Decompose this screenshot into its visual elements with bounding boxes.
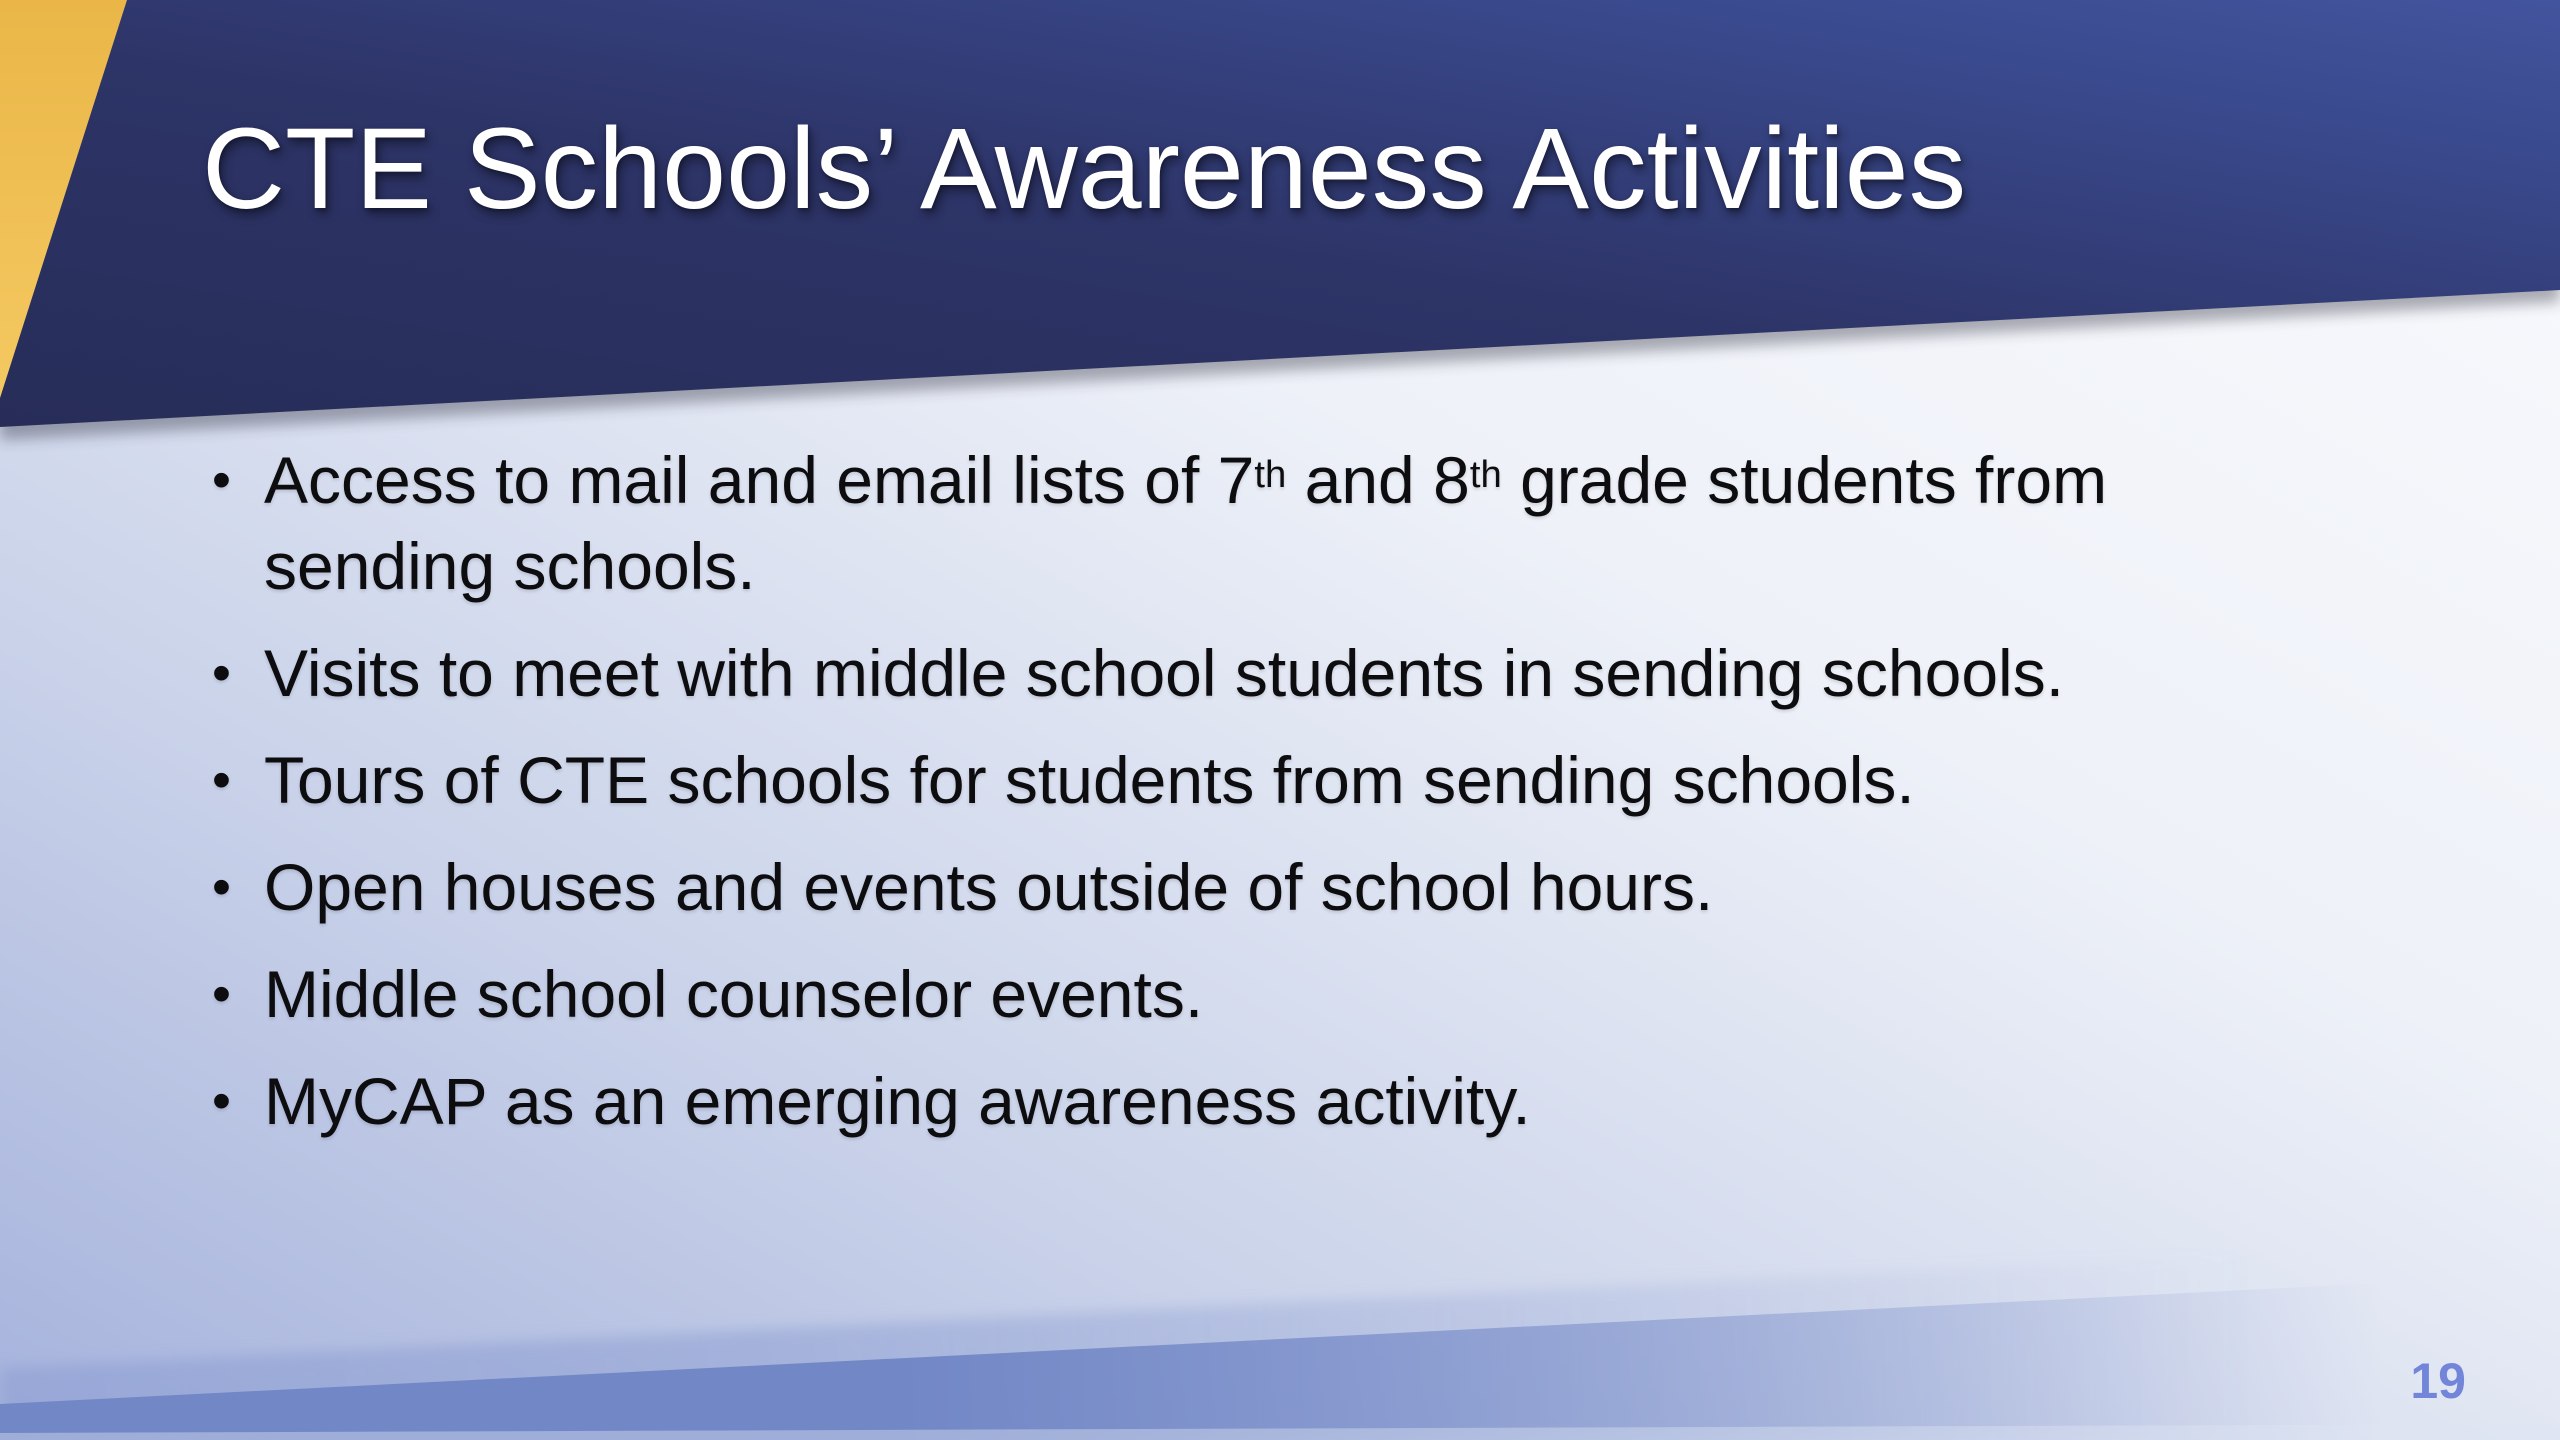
bullet-text: Access to mail and email lists of 7th and 8th grade students from sending schools. xyxy=(264,443,2108,603)
bullet-text: Visits to meet with middle school students in sending schools. xyxy=(264,636,2065,710)
ordinal-superscript: th xyxy=(1469,452,1502,496)
bullet-item xyxy=(212,737,2152,823)
bullet-item xyxy=(212,844,2152,930)
bullet-text: MyCAP as an emerging awareness activity. xyxy=(264,1064,1531,1138)
bullet-marker: • xyxy=(212,750,231,810)
bullet-item xyxy=(212,437,2152,609)
bullet-list xyxy=(212,437,2152,1165)
bullet-marker: • xyxy=(212,1071,231,1131)
bullet-item xyxy=(212,630,2152,716)
bullet-marker: • xyxy=(212,643,231,703)
bullet-marker: • xyxy=(212,857,231,917)
bullet-text: Tours of CTE schools for students from sending schools. xyxy=(264,743,1915,817)
page-number: 19 xyxy=(2410,1353,2466,1409)
bullet-marker: • xyxy=(212,450,231,510)
slide-title: CTE Schools’ Awareness Activities xyxy=(202,105,1967,233)
bullet-text: Middle school counselor events. xyxy=(264,957,1204,1031)
ordinal-superscript: th xyxy=(1254,452,1287,496)
bullet-text: Open houses and events outside of school hours. xyxy=(264,850,1714,924)
bullet-marker: • xyxy=(212,964,231,1024)
bullet-item xyxy=(212,1058,2152,1144)
bullet-item xyxy=(212,951,2152,1037)
